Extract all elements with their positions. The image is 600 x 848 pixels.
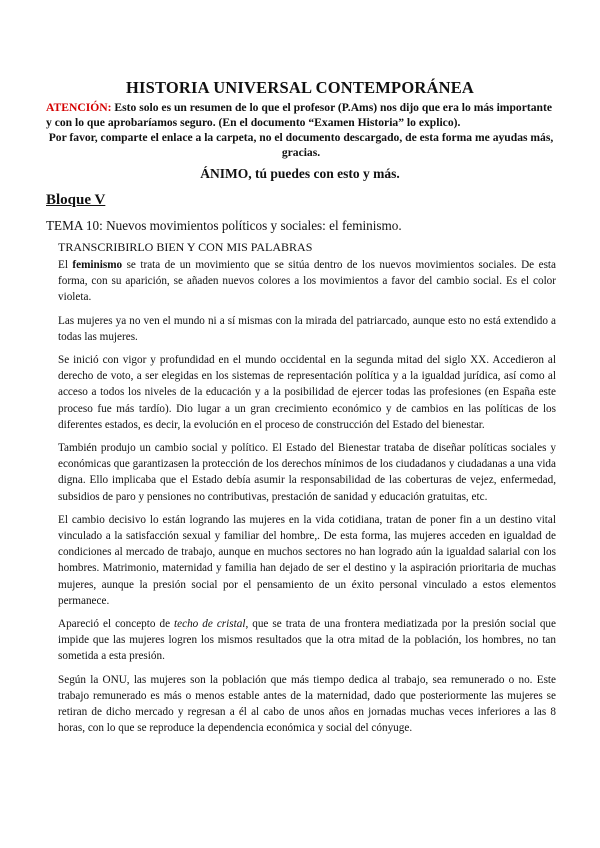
- encouragement-line: ÁNIMO, tú puedes con esto y más.: [200, 166, 400, 181]
- bloque-heading: Bloque V: [46, 192, 106, 208]
- document-title: HISTORIA UNIVERSAL CONTEMPORÁNEA: [125, 78, 475, 97]
- p6-end: , que se trata de una frontera mediatizada por la presión social que impide que las mujeres logren los mismos resultados que la otra mitad de la población, los hombres, no tan sometida a esta presión.: [58, 618, 556, 663]
- body-text: [58, 257, 556, 743]
- paragraph-2: Las mujeres ya no ven el mundo ni a sí mismas con la mirada del patriarcado, aunque esto no está extendido a todas las mujeres.: [58, 314, 556, 343]
- paragraph-6: [58, 616, 556, 665]
- paragraph-1: [58, 257, 556, 306]
- paragraph-7: Según la ONU, las mujeres son la población que más tiempo dedica al trabajo, sea remunerado o no. Este trabajo remunerado es más o menos estable antes de la maternidad, dado que posteriormente las mujeres se retiran de dicho mercado y regresan a él al cabo de unos años en jornadas muchas veces inferiores a las 8 horas, con lo que se reproduce la dependencia económica y social del cónyuge.: [58, 673, 556, 735]
- transcribe-note: TRANSCRIBIRLO BIEN Y CON MIS PALABRAS: [58, 240, 313, 254]
- p6-start: Apareció el concepto de: [58, 618, 175, 631]
- paragraph-4: También produjo un cambio social y político. El Estado del Bienestar trataba de diseñar políticas sociales y económicas que garantizasen la protección de los derechos mínimos de los ciudadanos y ciudadanas a una vida digna. Ello implicaba que el Estado debía asumir la responsabilidad de las coberturas de vejez, enfermedad, subsidios de paro y pensiones no contributivas, prestación de sanidad y educación gratuitas, etc.: [58, 442, 556, 503]
- attention-label: ATENCIÓN:: [46, 101, 112, 114]
- p1-end: se trata de un movimiento que se sitúa dentro de los nuevos movimientos sociales. De esta forma, con su aparición, se añaden nuevos colores a los movimientos a favor del cambio social. Es el color violeta.: [58, 259, 556, 304]
- attention-notice: [46, 100, 556, 130]
- techo-de-cristal-term: techo de cristal: [174, 618, 246, 631]
- paragraph-5: El cambio decisivo lo están logrando las mujeres en la vida cotidiana, tratan de poner fin a un destino vital vinculado a la satisfacción sexual y familiar del hombre,. De esta forma, las mujeres acceden en igualdad de condiciones al mercado de trabajo, aunque en muchos sectores no han logrado aún la igualdad salarial con los hombres. Matrimonio, maternidad y familia han dejado de ser el destino y la aspiración prioritaria de muchas mujeres, aunque la presión social por el pensamiento de un éxito personal vinculado a estos elementos permanece.: [58, 513, 556, 607]
- tema-heading: TEMA 10: Nuevos movimientos políticos y sociales: el feminismo.: [46, 218, 402, 233]
- paragraph-3: Se inició con vigor y profundidad en el mundo occidental en la segunda mitad del siglo XX. Accedieron al derecho de voto, a ser elegidas en los sistemas de representación política y a la igualdad jurídica, así como al acceso a todos los niveles de la educación y a la posibilidad de ejercer todas las profesiones (en España este proceso fue más tardío). Dio lugar a un gran crecimiento económico y de cambios en las políticas de los diferentes estados, es decir, la evolución en el proceso de construcción del Estado del bienestar.: [58, 354, 556, 431]
- share-notice: Por favor, comparte el enlace a la carpeta, no el documento descargado, de esta forma me ayudas más, gracias.: [48, 131, 554, 159]
- feminismo-term: feminismo: [72, 259, 123, 271]
- attention-text: Esto solo es un resumen de lo que el profesor (P.Ams) nos dijo que era lo más importante y con lo que aprobaríamos seguro. (En el documento “Examen Historia” lo explico).: [46, 101, 552, 129]
- p1-start: El: [58, 259, 73, 271]
